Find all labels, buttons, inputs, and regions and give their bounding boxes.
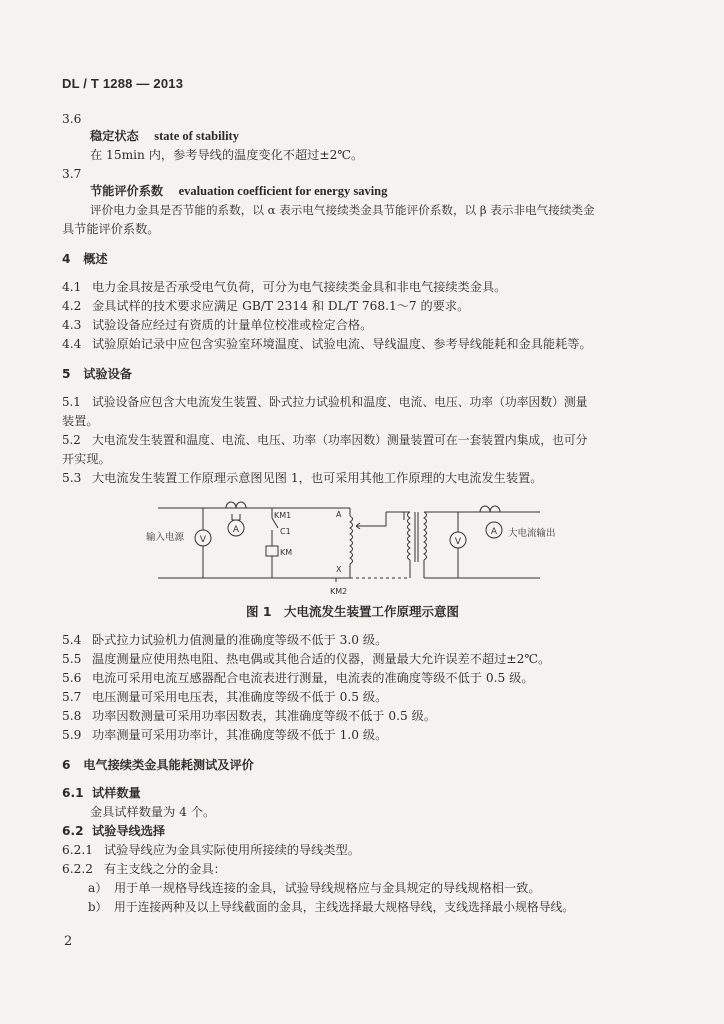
terminal-a-label: A [336,510,342,519]
output-label: 大电流输出 [508,528,556,539]
section-number: 6 [62,758,71,772]
list-text: 用于单一规格导线连接的金具，试验导线规格应与金具规定的导线规格相一致。 [114,881,541,895]
clause [62,727,387,743]
clause-text: 卧式拉力试验机力值测量的准确度等级不低于 3.0 级。 [92,633,388,647]
clause-text: 试验导线应为金具实际使用所接续的导线类型。 [104,843,360,857]
term-definition: 评价电力金具是否节能的系数，以 α 表示电气接续类金具节能评价系数，以 β 表示非电气接续类金 [90,203,595,217]
figure-caption: 图 1 大电流发生装置工作原理示意图 [246,604,460,619]
clause-text: 金具试样数量为 4 个。 [90,805,216,819]
clause [62,689,387,705]
term-definition: 具节能评价系数。 [62,222,160,236]
section-title: 电气接续类金具能耗测试及评价 [83,758,254,772]
clause [62,394,587,410]
list-item [88,880,541,896]
list-marker: a） [88,881,108,895]
clause-text: 试验设备应经过有资质的计量单位校准或检定合格。 [92,318,373,332]
clause-text: 试验设备应包含大电流发生装置、卧式拉力试验机和温度、电流、电压、功率（功率因数）测量 [92,395,588,409]
section-number: 5 [62,367,71,381]
clause-number: 4.4 [62,337,82,351]
c1-label: C1 [280,527,291,536]
list-marker: b） [88,900,108,914]
subsection-title: 试样数量 [92,786,141,800]
meter-v-out: V [454,537,462,547]
clause [62,670,534,686]
clause-text: 电流可采用电流互感器配合电流表进行测量，电流表的准确度等级不低于 0.5 级。 [92,671,534,685]
clause [62,842,360,858]
clause-text: 大电流发生装置和温度、电流、电压、功率（功率因数）测量装置可在一套装置内集成，也可分 [92,433,588,447]
clause-text: 开实现。 [62,452,111,466]
autotransformer-coil [350,516,353,564]
clause [62,708,436,724]
term-cn: 稳定状态 [90,129,139,143]
document-header: DL / T 1288 — 2013 [62,76,184,91]
circuit-diagram [140,490,560,598]
clause [62,470,542,486]
list-text: 用于连接两种及以上导线截面的金具，主线选择最大规格导线，支线选择最小规格导线。 [114,900,575,914]
term-definition: 在 15min 内，参考导线的温度变化不超过±2℃。 [90,148,364,162]
clause-text: 装置。 [62,414,99,428]
clause-number: 5.5 [62,652,82,666]
term-en: state of stability [154,129,239,143]
meter-v: V [199,535,207,545]
clause [62,336,592,352]
clause [62,632,387,648]
clause-number: 4.2 [62,299,82,313]
output-ct [480,506,500,512]
clause-text: 电压测量可采用电压表，其准确度等级不低于 0.5 级。 [92,690,388,704]
clause [62,298,469,314]
subsection-heading [62,785,141,801]
terminal-x-label: X [336,565,342,574]
clause-text: 功率因数测量可采用功率因数表，其准确度等级不低于 0.5 级。 [92,709,437,723]
clause [62,651,550,667]
clause-number: 4.1 [62,280,82,294]
transformer-secondary [424,512,427,560]
subsection-number: 6.1 [62,786,84,800]
term-heading [90,128,239,144]
subsection-number: 6.2 [62,824,84,838]
clause [62,317,372,333]
clause-text: 有主支线之分的金具： [104,862,226,876]
clause-text: 温度测量应使用热电阻、热电偶或其他合适的仪器，测量最大允许误差不超过±2℃。 [92,652,551,666]
section-title: 试验设备 [83,367,132,381]
section-number: 4 [62,252,71,266]
clause-number: 3.6 [62,112,82,126]
section-title: 概述 [83,252,108,266]
term-en: evaluation coefficient for energy saving [178,184,388,198]
subsection-title: 试验导线选择 [92,824,166,838]
section-heading [62,251,108,267]
clause-number: 5.2 [62,433,81,447]
km-label: KM [280,548,293,557]
term-heading [90,183,387,199]
clause [62,861,226,877]
clause-number: 5.4 [62,633,82,647]
clause-number: 5.1 [62,395,81,409]
section-heading [62,757,254,773]
clause-number: 5.9 [62,728,82,742]
meter-a-out: A [490,527,498,537]
km-coil [266,546,278,556]
ct-coil [226,502,246,508]
section-heading [62,366,132,382]
clause [62,432,587,448]
clause-number: 5.8 [62,709,82,723]
transformer-primary [408,512,411,560]
km2-label: KM2 [330,587,348,596]
clause [62,279,506,295]
clause-text: 金具试样的技术要求应满足 GB/T 2314 和 DL/T 768.1～7 的要求。 [92,299,470,313]
km1-label: KM1 [274,511,292,520]
clause-text: 大电流发生装置工作原理示意图见图 1，也可采用其他工作原理的大电流发生装置。 [92,471,543,485]
clause-number: 6.2.1 [62,843,94,857]
clause-number: 3.7 [62,167,82,181]
clause-number: 6.2.2 [62,862,94,876]
clause-number: 5.7 [62,690,82,704]
list-item [88,899,574,915]
clause-number: 4.3 [62,318,82,332]
clause-text: 功率测量可采用功率计，其准确度等级不低于 1.0 级。 [92,728,388,742]
clause-text: 试验原始记录中应包含实验室环境温度、试验电流、导线温度、参考导线能耗和金具能耗等。 [92,337,592,351]
term-cn: 节能评价系数 [90,184,164,198]
clause-number: 5.3 [62,471,82,485]
clause-text: 电力金具按是否承受电气负荷，可分为电气接续类金具和非电气接续类金具。 [92,280,507,294]
subsection-heading [62,823,165,839]
page-number: 2 [64,934,73,949]
meter-a: A [232,525,240,535]
input-label: 输入电源 [146,532,185,543]
clause-number: 5.6 [62,671,82,685]
